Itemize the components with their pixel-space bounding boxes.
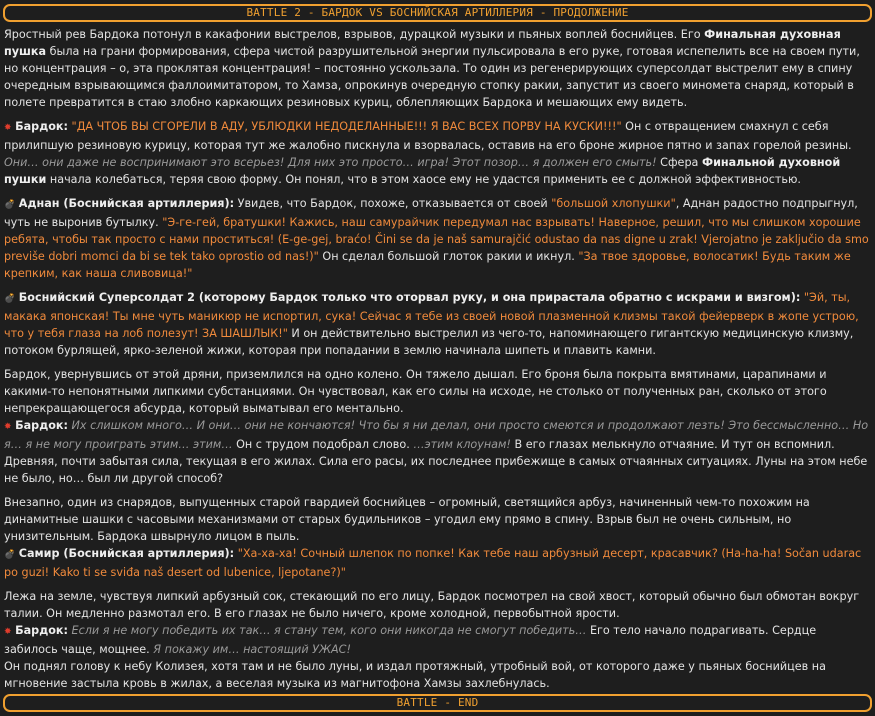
paragraph-6: ✸ Бардок: Их слишком много… И они… они не кончаются! Что бы я ни делал, они просто смеются и продолжают лезть! Это бессмысленно… Но я… я не могу проиграть этим… этим… Он с трудом подобрал слово. …этим клоунам! В его глазах мелькнуло отчаяние. И тут он вспомнил. Древняя, почти забытая сила, текущая в его жилах. Сила его расы, их последнее прибежище в самых отчаянных ситуациях. Луны на этом небе не было, но… был ли другой способ? xyxy=(4,419,869,485)
paragraph-3: 💣 Аднан (Боснийская артиллерия): Увидев, что Бардок, похоже, отказывается от своей "большой хлопушки", Аднан радостно подпрыгнул, чуть не выронив бутылку. "Э-ге-гей, братушки! Кажись, наш самурайчик передумал нас взрывать! Наверное, решил, что мы слишком хорошие ребята, чтобы так просто с нами проститься! (E-ge-gej, braćo! Čini se da je naš samurajčić odustao da nas digne u zrak! Vjerojatno je zaključio da smo previše dobri momci da bi se tek tako oprostio od nas!)" Он сделал большой глоток ракии и икнул. "За твое здоровье, волосатик! Будь таким же крепким, как наша сливовица!" xyxy=(4,197,869,280)
bardock-thought: Они… они даже не воспринимают это всерьез! Для них это просто… игра! Этот позор… я должен его смыть! xyxy=(4,156,657,169)
burst-icon: ✸ xyxy=(4,123,12,133)
burst-icon: ✸ xyxy=(4,627,12,637)
bardock-thought-2: Я покажу им… настоящий УЖАС! xyxy=(153,643,351,656)
paragraph-2: ✸ Бардок: "ДА ЧТОБ ВЫ СГОРЕЛИ В АДУ, УБЛЮДКИ НЕДОДЕЛАННЫЕ!!! Я ВАС ВСЕХ ПОРВУ НА КУСКИ!!!" Он с отвращением смахнул с себя прилипшую резиновую курицу, которая тут же жалобно пискнула и взорвалась, оставив на его броне жирное пятно и запах горелой резины. Они… они даже не воспринимают это всерьез! Для них это просто… игра! Этот позор… я должен его смыть! Сфера Финальной духовной пушки начала колебаться, теряя свою форму. Он понял, что в этом хаосе ему не удастся применить ее с должной эффективностью. xyxy=(4,120,852,186)
speaker-samir: Самир (Боснийская артиллерия): xyxy=(18,547,235,560)
adnan-quote: "большой хлопушки" xyxy=(551,197,676,210)
battle-end-banner: BATTLE - END xyxy=(3,694,872,712)
paragraph-5: Бардок, увернувшись от этой дряни, приземлился на одно колено. Он тяжело дышал. Его броня была покрыта вмятинами, царапинами и какими-то непонятными липкими субстанциями. Он чувствовал, как его силы на исходе, не столько от полученных ран, сколько от этого непрекращающегося абсурда, который выматывал его ментально. xyxy=(4,368,827,415)
battle-header-banner: BATTLE 2 - БАРДОК VS БОСНИЙСКАЯ АРТИЛЛЕРИЯ - ПРОДОЛЖЕНИЕ xyxy=(3,4,872,22)
final-spirit-cannon-term: Финальной духовной пушки xyxy=(4,156,841,186)
speaker-bardock: Бардок: xyxy=(15,419,68,432)
paragraph-1: Яростный рев Бардока потонул в какафонии выстрелов, взрывов, дурацкой музыки и пьяных воплей боснийцев. Его Финальная духовная пушка была на грани формирования, сфера чистой разрушительной энергии пульсировала в его руке, готовая испепелить все на своем пути, но концентрация – о, эта проклятая концентрация! – постоянно ускользала. То один из регенерирующих суперсолдат выстрелит ему в спину очередным взрывающимся фаллоимитатором, то Хамза, опрокинув очередную стопку ракии, запустит из своего миномета снаряд, который в полете превратится в стаю злобно каркающих резиновых куриц, облепляющих Бардока и мешающих ему видеть. xyxy=(4,28,860,109)
bomb-icon: 💣 xyxy=(4,200,16,210)
adnan-toast: "За твое здоровье, волосатик! Будь таким же крепким, как наша сливовица!" xyxy=(4,250,851,280)
adnan-speech: "Э-ге-гей, братушки! Кажись, наш самурайчик передумал нас взрывать! Наверное, решил, что мы слишком хорошие ребята, чтобы так просто с нами проститься! (E-ge-gej, braćo! Čini se da je naš samurajčić odustao da nas digne u zrak! Vjerojatno je zaključio da smo previše dobri momci da bi se tek tako oprostio od nas!)" xyxy=(4,216,869,263)
story-text xyxy=(3,22,872,692)
bomb-icon: 💣 xyxy=(4,294,16,304)
speaker-adnan: Аднан (Боснийская артиллерия): xyxy=(18,197,235,210)
paragraph-8 xyxy=(4,545,871,581)
final-spirit-cannon-term: Финальная духовная пушка xyxy=(4,28,841,58)
speaker-bardock: Бардок: xyxy=(15,624,68,637)
paragraph-4: 💣 Боснийский Суперсолдат 2 (которому Бардок только что оторвал руку, и она прирастала обратно с искрами и визгом): "Эй, ты, макака японская! Ты мне чуть маникюр не испортил, сука! Сейчас я тебе из своей новой плазменной клизмы такой фейерверк в жопе устрою, что у тебя глаза на лоб полезут! ЗА ШАШЛЫК!" И он действительно выстрелил из чего-то, напоминающего гигантскую медицинскую клизму, потоком бурлящей, ярко-зеленой жижи, которая при попадании в землю начинала шипеть и плавить камни. xyxy=(4,291,859,357)
paragraph-11: Он поднял голову к небу Колизея, хотя там и не было луны, и издал протяжный, утробный вой, от которого даже у пьяных боснийцев на мгновение застыла кровь в жилах, а веселая музыка из магнитофона Хамзы захлебнулась. xyxy=(4,660,826,690)
burst-icon: ✸ xyxy=(4,422,12,432)
samir-speech: "Ха-ха-ха! Сочный шлепок по попке! Как тебе наш арбузный десерт, красавчик? (Ha-ha-ha! Sočan udarac po guzi! Kako ti se sviđa naš desert od lubenice, ljepotane?)" xyxy=(4,547,862,579)
bardock-speech: "ДА ЧТОБ ВЫ СГОРЕЛИ В АДУ, УБЛЮДКИ НЕДОДЕЛАННЫЕ!!! Я ВАС ВСЕХ ПОРВУ НА КУСКИ!!!" xyxy=(71,120,622,133)
paragraph-7: Внезапно, один из снарядов, выпущенных старой гвардией боснийцев – огромный, светящийся арбуз, начиненный чем-то похожим на динамитные шашки с часовыми механизмами от старых будильников – угодил ему прямо в спину. Взрыв был не очень сильным, но унизительным. Бардока швырнуло лицом в пыль. xyxy=(4,496,810,543)
supersoldier-speech: "Эй, ты, макака японская! Ты мне чуть маникюр не испортил, сука! Сейчас я тебе из своей новой плазменной клизмы такой фейерверк в жопе устрою, что у тебя глаза на лоб полезут! ЗА ШАШЛЫК!" xyxy=(4,291,859,340)
speaker-bardock: Бардок: xyxy=(15,120,68,133)
paragraph-10: ✸ Бардок: Если я не могу победить их так… я стану тем, кого они никогда не смогут победить… Его тело начало подрагивать. Сердце забилось чаще, мощнее. Я покажу им… настоящий УЖАС! xyxy=(4,624,817,656)
speaker-supersoldier-2: Боснийский Суперсолдат 2 (которому Бардок только что оторвал руку, и она прирастала обратно с искрами и визгом): xyxy=(18,291,801,304)
bardock-thought: Если я не могу победить их так… я стану тем, кого они никогда не смогут победить… xyxy=(71,624,587,637)
bardock-thought-2: …этим клоунам! xyxy=(413,438,511,451)
paragraph-9: Лежа на земле, чувствуя липкий арбузный сок, стекающий по его лицу, Бардок посмотрел на свой хвост, который обычно был обмотан вокруг талии. Он медленно размотал его. В его глазах не было ничего, кроме холодной, первобытной ярости. xyxy=(4,590,860,620)
bardock-thought: Их слишком много… И они… они не кончаются! Что бы я ни делал, они просто смеются и продолжают лезть! Это бессмысленно… Но я… я не могу проиграть этим… этим… xyxy=(4,419,869,451)
bomb-icon: 💣 xyxy=(4,550,16,560)
